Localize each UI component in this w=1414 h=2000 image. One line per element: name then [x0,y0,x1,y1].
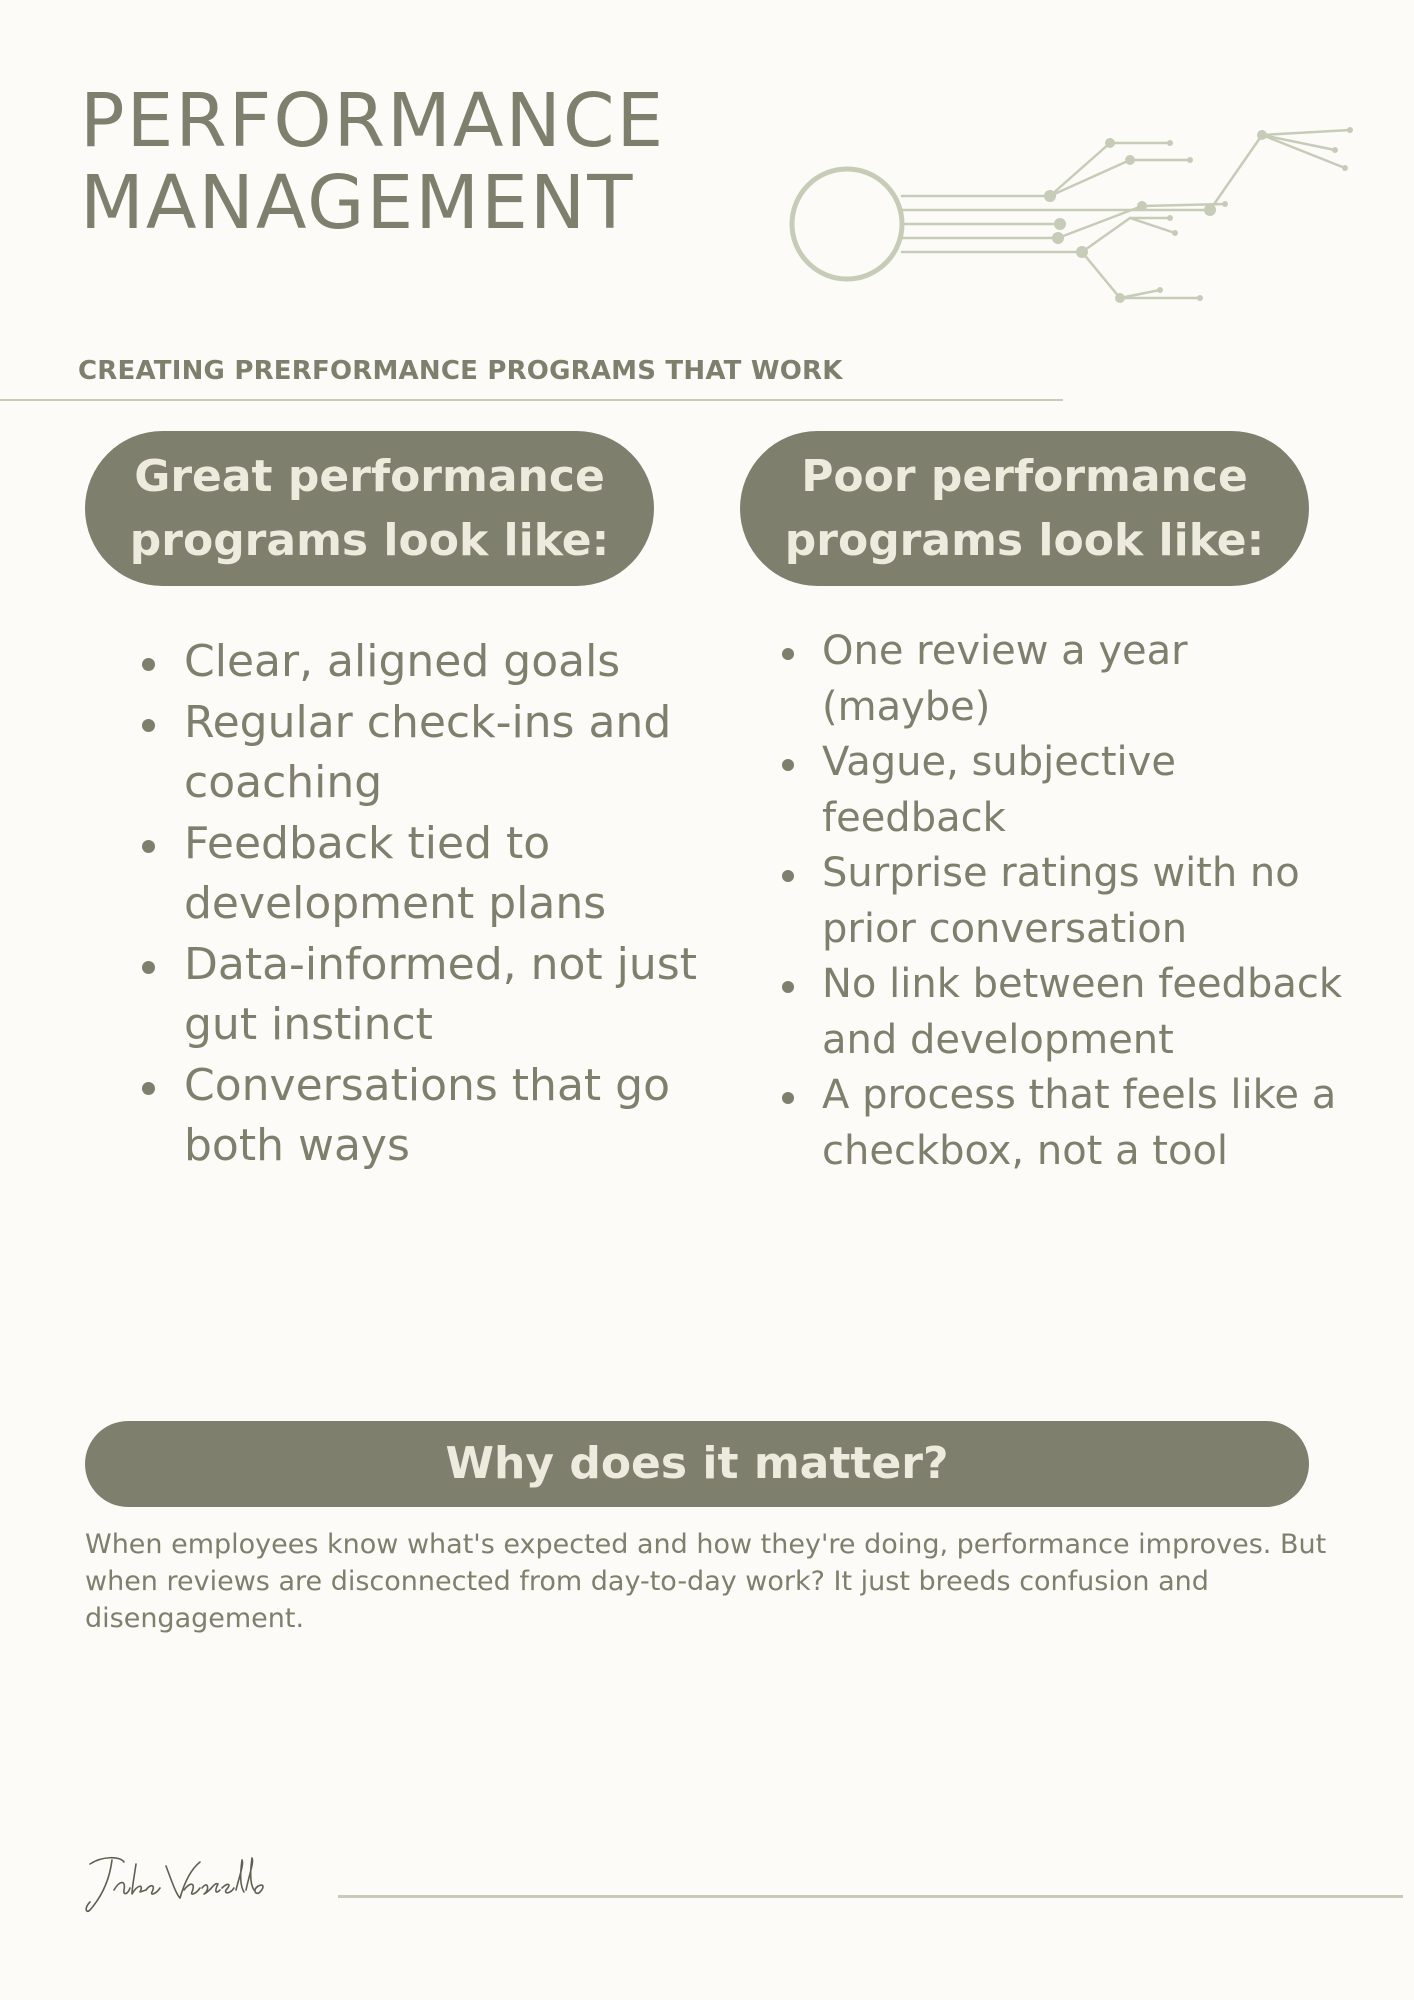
poor-heading-line-1: Poor performance [801,450,1248,502]
list-item: Clear, aligned goals [184,632,704,693]
great-programs-list [184,632,704,1177]
list-item: Data-informed, not just gut instinct [184,935,704,1056]
list-item: No link between feedback and development [822,957,1362,1068]
footer-divider [338,1895,1403,1898]
title-line-2: MANAGEMENT [80,160,635,246]
why-heading-text: Why does it matter? [445,1438,949,1489]
why-it-matters-body: When employees know what's expected and how they're doing, performance improves. But when reviews are disconnected from day-to-day work? It just breeds confusion and disengagement. [85,1529,1327,1634]
list-item: One review a year (maybe) [822,624,1362,735]
list-item: Conversations that go both ways [184,1056,704,1177]
list-item: Surprise ratings with no prior conversation [822,846,1362,957]
list-item: Regular check-ins and coaching [184,693,704,814]
page-subtitle: CREATING PRERFORMANCE PROGRAMS THAT WORK [78,356,843,386]
great-programs-heading [85,431,654,586]
poor-programs-list [822,624,1362,1179]
list-item: A process that feels like a checkbox, not a tool [822,1068,1362,1179]
header-divider [0,399,1063,401]
great-heading-line-2: programs look like: [129,514,610,566]
list-item: Feedback tied to development plans [184,814,704,935]
poor-heading-line-2: programs look like: [784,514,1265,566]
list-item: Vague, subjective feedback [822,735,1362,846]
why-it-matters-heading [85,1421,1309,1507]
great-heading-line-1: Great performance [134,450,605,502]
signature-logo [80,1850,270,1920]
page-title [80,80,665,244]
poor-programs-heading [740,431,1309,586]
title-line-1: PERFORMANCE [80,78,666,164]
circuit-graphic [780,118,1360,318]
